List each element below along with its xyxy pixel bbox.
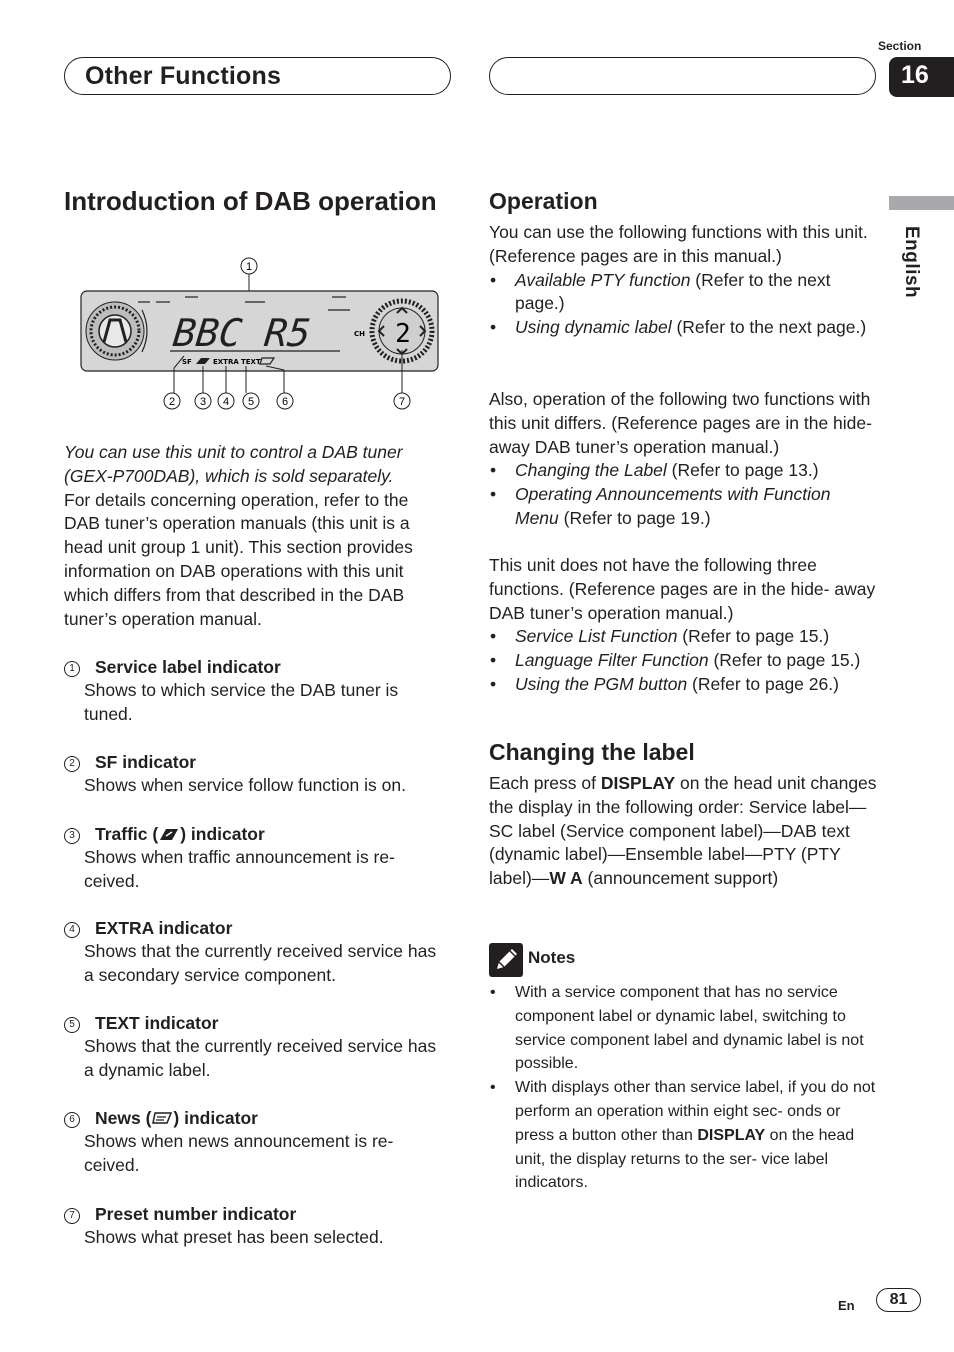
indicator-number: 1: [64, 661, 80, 677]
intro-body: For details concerning operation, refer to the DAB tuner’s operation manuals (this unit is a head unit group 1 unit). This section provides information on DAB operations with this unit which differs from that described in the DAB tuner’s operation manual.: [64, 489, 413, 629]
callout-6: [277, 393, 293, 409]
intro-italic: You can use this unit to control a DAB tuner (GEX-P700DAB), which is sold separately.: [64, 442, 403, 486]
callout-4: [218, 393, 234, 409]
indicator-title-post: ) indicator: [180, 824, 265, 844]
ch-label: CH: [354, 330, 365, 338]
sf-label: SF: [182, 358, 192, 366]
indicator-desc: Shows what preset has been selected.: [84, 1227, 384, 1247]
list-item: • Using the PGM button (Refer to page 26.): [489, 673, 877, 697]
section-number: 16: [889, 57, 954, 97]
indicator-item: [64, 1202, 444, 1250]
svg-text:5: 5: [247, 396, 255, 408]
callout-5: [243, 393, 259, 409]
differs-intro: Also, operation of the following two functions with this unit differs. (Reference pages are in the hide-away DAB tuner’s operation manual.): [489, 389, 872, 457]
differs-section: [489, 388, 877, 531]
indicator-number: 2: [64, 756, 80, 772]
callout-7: [394, 393, 410, 409]
indicator-number: 4: [64, 922, 80, 938]
callout-3: [195, 393, 211, 409]
indicator-item: [64, 1106, 444, 1178]
missing-section: [489, 554, 877, 697]
indicator-desc: Shows that the currently received service has a dynamic label.: [84, 1036, 437, 1080]
list-item: • Language Filter Function (Refer to page 15.): [489, 649, 877, 673]
svg-text:1: 1: [245, 261, 253, 273]
indicator-number: 6: [64, 1112, 80, 1128]
chapter-title: Other Functions: [85, 62, 282, 90]
indicator-title-post: ) indicator: [173, 1108, 258, 1128]
operation-intro: You can use the following functions with this unit. (Reference pages are in this manual.): [489, 222, 868, 266]
page-title: Introduction of DAB operation: [64, 186, 437, 216]
indicator-item: [64, 655, 444, 727]
indicator-item: [64, 1011, 444, 1083]
indicator-desc: Shows that the currently received service has a secondary service component.: [84, 941, 437, 985]
display-main-text: BBC R5: [170, 311, 313, 355]
chapter-title-box: [64, 57, 451, 95]
indicator-title-pre: Traffic (: [95, 824, 159, 844]
indicator-title-pre: News (: [95, 1108, 152, 1128]
intro-text: [64, 441, 449, 631]
indicator-title: SF indicator: [95, 752, 197, 772]
svg-text:4: 4: [222, 396, 230, 408]
indicator-item: [64, 916, 444, 988]
indicator-number: 3: [64, 828, 80, 844]
svg-text:6: 6: [281, 396, 289, 408]
language-tab: [889, 196, 954, 210]
notes-list: [489, 981, 879, 1195]
list-item: • Service List Function (Refer to page 15.): [489, 625, 877, 649]
notes-title: Notes: [528, 948, 576, 967]
indicator-item: [64, 822, 444, 894]
changing-label-text: Each press of DISPLAY on the head unit changes the display in the following order: Service label—SC label (Service component label)—DAB text (dynamic label)—Ensemble label—PTY (PTY label)—W A (announcement support): [489, 773, 877, 889]
operation-heading: Operation: [489, 188, 598, 214]
note-pencil-icon: [489, 943, 523, 977]
list-item: • Using dynamic label (Refer to the next page.): [489, 316, 877, 340]
indicator-desc: Shows when news announcement is re- ceived.: [84, 1131, 394, 1175]
indicator-title: TEXT indicator: [95, 1013, 219, 1033]
missing-intro: This unit does not have the following three functions. (Reference pages are in the hide- away DAB tuner’s operation manual.): [489, 555, 876, 623]
list-item: • Operating Announcements with Function Menu (Refer to page 19.): [489, 483, 877, 531]
text-label: TEXT: [241, 358, 261, 366]
preset-number: 2: [395, 319, 411, 349]
svg-text:7: 7: [398, 396, 406, 408]
indicator-title: Service label indicator: [95, 657, 281, 677]
changing-label-heading: Changing the label: [489, 739, 695, 765]
list-item: • Available PTY function (Refer to the next page.): [489, 269, 877, 317]
note-item: • With a service component that has no service component label or dynamic label, switching to service component label and dynamic label is not possible.: [489, 981, 879, 1076]
svg-text:2: 2: [168, 396, 176, 408]
callout-2: [164, 393, 180, 409]
indicator-desc: Shows when traffic announcement is re- ceived.: [84, 847, 395, 891]
indicator-item: [64, 750, 444, 798]
extra-label: EXTRA: [213, 358, 239, 366]
display-figure: [70, 250, 450, 415]
page-number: 81: [876, 1288, 921, 1312]
svg-text:3: 3: [199, 396, 207, 408]
news-icon: [151, 1110, 173, 1126]
indicator-number: 7: [64, 1208, 80, 1224]
indicator-desc: Shows when service follow function is on.: [84, 775, 406, 795]
indicator-title: EXTRA indicator: [95, 918, 233, 938]
footer-language: En: [838, 1298, 855, 1313]
indicator-desc: Shows to which service the DAB tuner is tuned.: [84, 680, 399, 724]
language-label: English: [901, 226, 922, 299]
section-label: Section: [878, 39, 922, 53]
traffic-icon: [158, 826, 180, 842]
indicator-title: Preset number indicator: [95, 1204, 297, 1224]
indicator-number: 5: [64, 1017, 80, 1033]
blank-header-box: [489, 57, 876, 95]
list-item: • Changing the Label (Refer to page 13.): [489, 459, 877, 483]
operation-section: [489, 221, 877, 340]
note-item: • With displays other than service label, if you do not perform an operation within eight sec- onds or press a button other than DISPLAY on the head unit, the display returns to the ser- vice label indicators.: [489, 1076, 879, 1195]
